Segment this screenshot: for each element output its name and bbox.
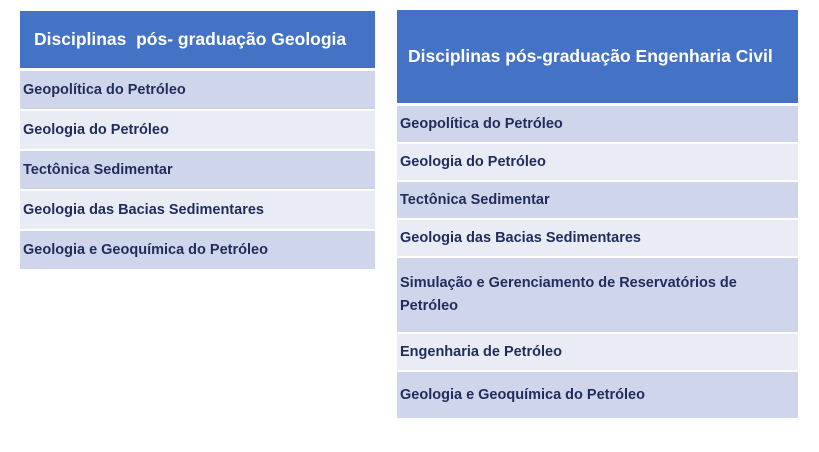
table-row: Geologia do Petróleo	[397, 144, 798, 182]
table-row: Tectônica Sedimentar	[20, 151, 375, 191]
table-row: Geologia das Bacias Sedimentares	[397, 220, 798, 258]
table-row: Engenharia de Petróleo	[397, 334, 798, 372]
table-row: Geopolítica do Petróleo	[20, 71, 375, 111]
table-row: Geologia e Geoquímica do Petróleo	[20, 231, 375, 271]
table-row: Simulação e Gerenciamento de Reservatórios de Petróleo	[397, 258, 798, 334]
table-row: Geologia e Geoquímica do Petróleo	[397, 372, 798, 420]
table-engenharia-civil	[397, 10, 798, 420]
table-row: Geologia do Petróleo	[20, 111, 375, 151]
table-row: Geopolítica do Petróleo	[397, 106, 798, 144]
table-row: Tectônica Sedimentar	[397, 182, 798, 220]
table-row: Geologia das Bacias Sedimentares	[20, 191, 375, 231]
table-header: Disciplinas pós-graduação Engenharia Civil	[397, 10, 798, 106]
table-geologia	[20, 11, 375, 271]
table-header: Disciplinas pós- graduação Geologia	[20, 11, 375, 71]
